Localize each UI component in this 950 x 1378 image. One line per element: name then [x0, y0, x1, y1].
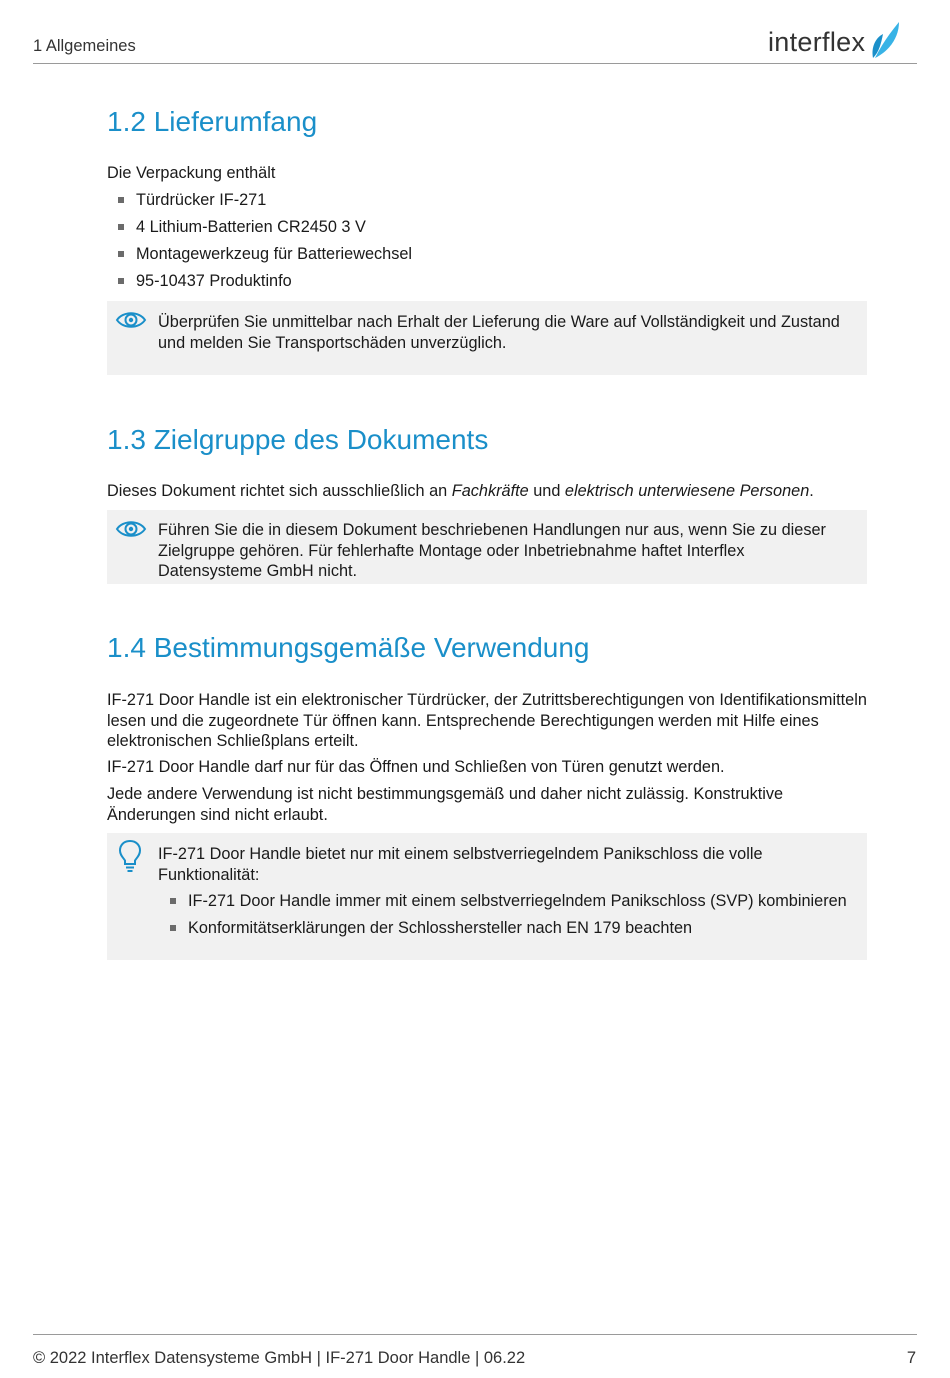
- section-1-4-p1: IF-271 Door Handle ist ein elektronischer Türdrücker, der Zutrittsberechtigungen von Identifikationsmitteln lesen und die zugeordnete Tür öffnen kann. Entsprechende Berechtigungen werden mit Hilfe eines elektronischen Schließplans erteilt.: [107, 691, 867, 750]
- eye-icon: [115, 309, 147, 331]
- delivery-list: [107, 190, 412, 298]
- list-item: IF-271 Door Handle immer mit einem selbstverriegelndem Panikschloss (SVP) kombinieren: [158, 891, 853, 912]
- list-item: Montagewerkzeug für Batteriewechsel: [107, 244, 412, 271]
- section-1-2-intro: Die Verpackung enthält: [107, 164, 276, 182]
- note-box: [107, 510, 867, 584]
- section-header: 1 Allgemeines: [33, 37, 136, 55]
- footer-copyright: © 2022 Interflex Datensysteme GmbH | IF-271 Door Handle | 06.22: [33, 1349, 526, 1367]
- list-item: 4 Lithium-Batterien CR2450 3 V: [107, 217, 412, 244]
- logo-text: interflex: [768, 27, 866, 57]
- text-span: .: [809, 482, 814, 500]
- section-heading-1-4: 1.4 Bestimmungsgemäße Verwendung: [107, 632, 590, 663]
- page-number: 7: [906, 1349, 916, 1367]
- note-text: Überprüfen Sie unmittelbar nach Erhalt der Lieferung die Ware auf Vollständigkeit und Zustand und melden Sie Transportschäden unverzüglich.: [158, 313, 840, 352]
- eye-icon: [115, 518, 147, 540]
- header-rule: [33, 63, 917, 64]
- tip-list: [158, 891, 853, 938]
- emphasis-fachkraefte: Fachkräfte: [451, 482, 529, 500]
- text-span: Dieses Dokument richtet sich ausschließlich an: [107, 482, 452, 500]
- emphasis-personen: elektrisch unterwiesene Personen: [564, 482, 810, 500]
- lightbulb-icon: [118, 839, 142, 873]
- footer-rule: [33, 1334, 917, 1335]
- list-item: Konformitätserklärungen der Schlosshersteller nach EN 179 beachten: [158, 918, 853, 939]
- note-text: Führen Sie die in diesem Dokument beschriebenen Handlungen nur aus, wenn Sie zu dieser Zielgruppe gehören. Für fehlerhafte Montage oder Inbetriebnahme haftet Interflex Datensysteme GmbH nicht.: [158, 521, 826, 580]
- tip-content: [158, 844, 853, 938]
- note-box: [107, 301, 867, 375]
- section-1-4-p2: IF-271 Door Handle darf nur für das Öffnen und Schließen von Türen genutzt werden.: [107, 758, 725, 776]
- text-span: und: [528, 482, 565, 500]
- butterfly-logo-icon: [867, 20, 901, 60]
- interflex-logo: [768, 18, 901, 60]
- section-1-3-text: [107, 481, 867, 502]
- tip-box: [107, 833, 867, 960]
- section-heading-1-2: 1.2 Lieferumfang: [107, 106, 318, 137]
- list-item: 95-10437 Produktinfo: [107, 271, 412, 298]
- section-1-4-p3: Jede andere Verwendung ist nicht bestimmungsgemäß und daher nicht zulässig. Konstruktive Änderungen sind nicht erlaubt.: [107, 785, 784, 824]
- tip-text: IF-271 Door Handle bietet nur mit einem selbstverriegelndem Panikschloss die volle Funktionalität:: [158, 845, 763, 884]
- section-heading-1-3: 1.3 Zielgruppe des Dokuments: [107, 424, 489, 455]
- list-item: Türdrücker IF-271: [107, 190, 412, 217]
